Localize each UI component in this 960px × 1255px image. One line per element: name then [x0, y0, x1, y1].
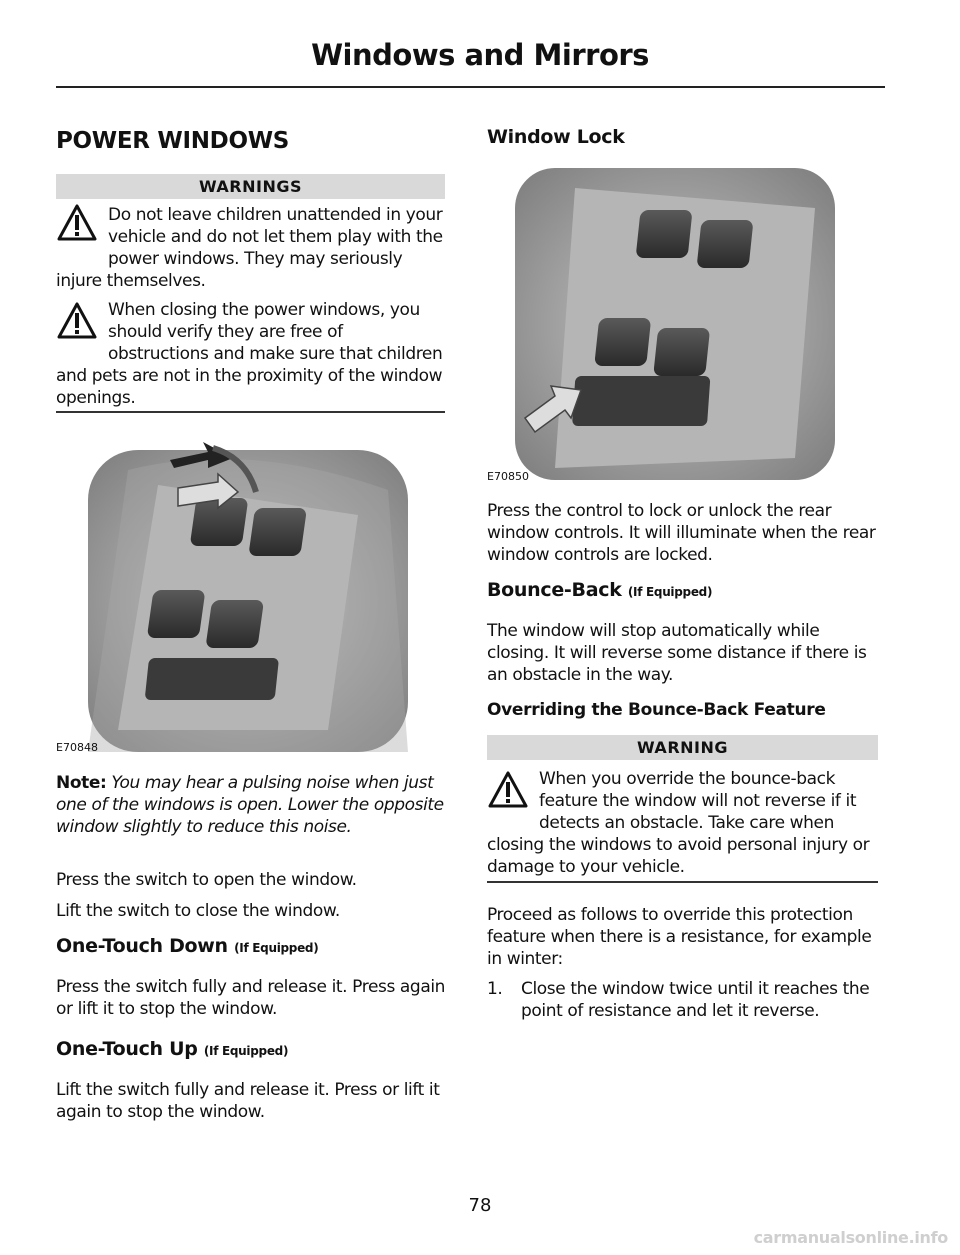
- window-lock-illustration: [515, 168, 835, 480]
- step-number: 1.: [487, 979, 503, 999]
- bounce-back-heading: Bounce-Back (If Equipped): [487, 579, 713, 601]
- header-rule: [56, 86, 885, 88]
- note-paragraph: [56, 772, 447, 838]
- section-heading: POWER WINDOWS: [56, 128, 290, 154]
- page-number: 78: [468, 1195, 492, 1216]
- warning-bar: WARNING: [487, 735, 878, 760]
- warning-end-rule: [56, 411, 445, 413]
- note-text: You may hear a pulsing noise when just one of the windows is open. Lower the opposite window slightly to reduce this noise.: [56, 773, 444, 837]
- warning-text-2: When closing the power windows, you should verify they are free of obstructions and make sure that children and pets are not in the proximity of the window openings.: [56, 300, 443, 408]
- warnings-bar: WARNINGS: [56, 174, 445, 199]
- warning-end-rule: [487, 881, 878, 883]
- warning-text-1: Do not leave children unattended in your vehicle and do not let them play with the power windows. They may seriously injure themselves.: [56, 205, 443, 291]
- paragraph-close: Lift the switch to close the window.: [56, 901, 340, 921]
- one-touch-down-text: Press the switch fully and release it. Press again or lift it to stop the window.: [56, 977, 446, 1019]
- step-text: Close the window twice until it reaches the point of resistance and let it reverse.: [521, 979, 870, 1021]
- figure-id: E70850: [487, 470, 529, 483]
- bounce-back-text: The window will stop automatically while closing. It will reverse some distance if there is an obstacle in the way.: [487, 621, 867, 685]
- proceed-text: Proceed as follows to override this protection feature when there is a resistance, for example in winter:: [487, 905, 872, 969]
- override-warning-text: When you override the bounce-back feature the window will not reverse if it detects an obstacle. Take care when closing the windows to avoid personal injury or damage to your vehicle.: [487, 769, 870, 877]
- window-lock-heading: Window Lock: [487, 126, 625, 148]
- power-window-switch-illustration: [88, 430, 408, 752]
- watermark: carmanualsonline.info: [753, 1228, 948, 1247]
- one-touch-up-text: Lift the switch fully and release it. Press or lift it again to stop the window.: [56, 1080, 440, 1122]
- note-label: Note:: [56, 773, 107, 793]
- window-lock-text: Press the control to lock or unlock the rear window controls. It will illuminate when the rear window controls are locked.: [487, 501, 876, 565]
- page-header-title: Windows and Mirrors: [311, 38, 649, 72]
- one-touch-up-heading: One-Touch Up (If Equipped): [56, 1038, 289, 1060]
- paragraph-open: Press the switch to open the window.: [56, 870, 357, 890]
- step-1: [487, 978, 880, 1022]
- figure-id: E70848: [56, 741, 98, 754]
- override-heading: Overriding the Bounce-Back Feature: [487, 700, 826, 720]
- one-touch-down-heading: One-Touch Down (If Equipped): [56, 935, 319, 957]
